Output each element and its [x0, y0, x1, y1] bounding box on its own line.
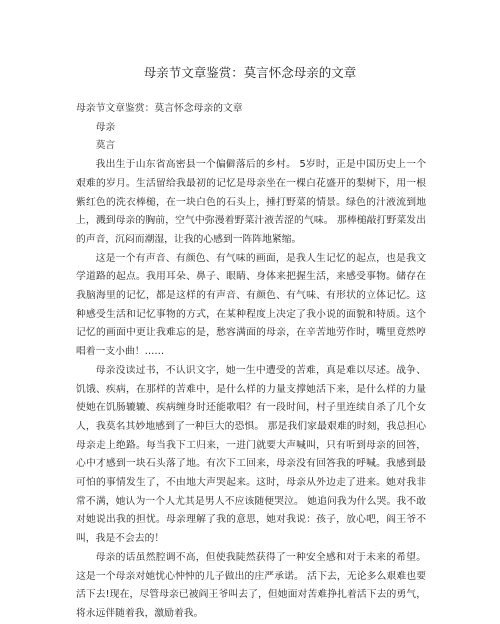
article-body	[76, 100, 426, 624]
article-subtitle: 母亲节文章鉴赏：莫言怀念母亲的文章	[76, 103, 243, 114]
paragraph-1: 我出生于山东省高密县一个偏僻落后的乡村。 5岁时，正是中国历史上一个艰难的岁月。生活留给我最初的记忆是母亲坐在一棵白花盛开的梨树下，用一根紫红色的洗衣棒槌，在一块白色的石头上，捶打野菜的情景。绿色的汁液流到地上，溅到母亲的胸前，空气中弥漫着野菜汁液苦涩的气味。 那棒槌敲打野菜发出的声音，沉闷而潮湿，让我的心感到一阵阵地紧缩。	[76, 159, 426, 245]
paragraph-2: 这是一个有声音、有颜色、有气味的画面，是我人生记忆的起点，也是我文学道路的起点。我用耳朵、鼻子、眼睛、身体来把握生活，来感受事物。储存在我脑海里的记忆，都是这样的有声音、有颜色、有气味、有形状的立体记忆。这种感受生活和记忆事物的方式，在某种程度上决定了我小说的面貌和特质。这个记忆的画面中更让我难忘的是，愁容满面的母亲，在辛苦地劳作时，嘴里竟然哼唱着一支小曲！……	[76, 252, 426, 358]
paragraph-4: 母亲的话虽然腔调不高，但使我陡然获得了一种安全感和对于未来的希望。这是一个母亲对她忧心忡忡的儿子做出的庄严承诺。 活下去，无论多么艰难也要活下去!现在，尽管母亲已被阎王爷叫去了，但她面对苦难挣扎着活下去的勇气，将永远伴随着我，激励着我。	[76, 551, 426, 619]
page-title: 母亲节文章鉴赏：莫言怀念母亲的文章	[143, 65, 357, 80]
paragraph-3: 母亲没读过书，不认识文字，她一生中遭受的苦难，真是难以尽述。战争、饥饿、疾病，在那样的苦难中，是什么样的力量支撑她活下来，是什么样的力量使她在饥肠辘辘、疾病缠身时还能歌唱？有一段时间，村子里连续自杀了几个女人，我莫名其妙地感到了一种巨大的恐惧。 那是我们家最艰难的时刻，我总担心母亲走上绝路。每当我下工归来，一进门就要大声喊叫，只有听到母亲的回答，心中才感到一块石头落了地。有次下工回来，母亲没有回答我的呼喊。我感到最可怕的事情发生了，不由地大声哭起来。这时，母亲从外边走了进来。她对我非常不满，她认为一个人尤其是男人不应该随便哭泣。 她追问我为什么哭。我不敢对她说出我的担忧。母亲理解了我的意思，她对我说：孩子，放心吧，阎王爷不叫，我是不会去的！	[76, 364, 426, 545]
essay-title: 母亲	[95, 121, 116, 133]
author-name: 莫言	[95, 140, 116, 152]
